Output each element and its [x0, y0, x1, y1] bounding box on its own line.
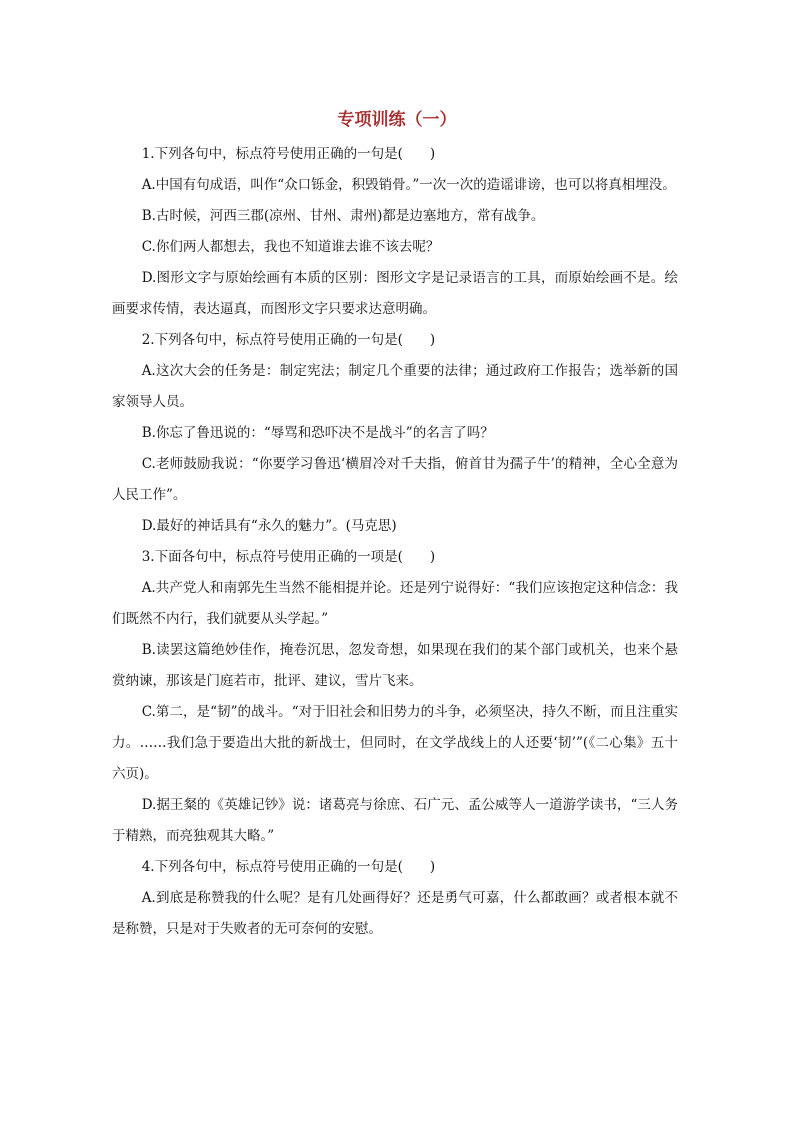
- question-option: D.最好的神话具有“永久的魅力”。(马克思): [141, 518, 397, 534]
- question-option: A.到底是称赞我的什么呢？是有几处画得好？还是勇气可嘉，什么都敢画？或者根本就不是称赞，只是对于失败者的无可奈何的安慰。: [112, 890, 678, 937]
- question-option: B.古时候，河西三郡(凉州、甘州、肃州)都是边塞地方，常有战争。: [141, 208, 545, 224]
- question-option: C.第二，是“韧”的战斗。“对于旧社会和旧势力的斗争，必须坚决，持久不断，而且注重实力。……我们急于要造出大批的新战士，但同时，在文学战线上的人还要‘韧’”(《二心集》五十六页)。: [112, 704, 678, 782]
- question-stem: 1.下列各句中，标点符号使用正确的一句是( ): [141, 146, 436, 162]
- question-option: A.中国有句成语，叫作“众口铄金，积毁销骨。”一次一次的造谣诽谤，也可以将真相埋没。: [141, 177, 676, 193]
- question-stem: 3.下面各句中，标点符号使用正确的一项是( ): [141, 549, 436, 565]
- question-option: C.你们两人都想去，我也不知道谁去谁不该去呢？: [141, 239, 440, 255]
- question-option: D.图形文字与原始绘画有本质的区别：图形文字是记录语言的工具，而原始绘画不是。绘画要求传情，表达逼真，而图形文字只要求达意明确。: [112, 270, 678, 317]
- question-option: D.据王粲的《英雄记钞》说：诸葛亮与徐庶、石广元、孟公威等人一道游学读书，“三人务于精熟，而亮独观其大略。”: [112, 797, 678, 844]
- page-title: 专项训练（一）: [337, 110, 457, 130]
- question-stem: 2.下列各句中，标点符号使用正确的一句是( ): [141, 332, 436, 348]
- question-option: A.共产党人和南郭先生当然不能相提并论。还是列宁说得好：“我们应该抱定这种信念：我们既然不内行，我们就要从头学起。”: [112, 580, 678, 627]
- question-option: B.读罢这篇绝妙佳作，掩卷沉思，忽发奇想，如果现在我们的某个部门或机关，也来个悬赏纳谏，那该是门庭若市，批评、建议，雪片飞来。: [112, 642, 678, 689]
- question-option: C.老师鼓励我说：“你要学习鲁迅‘横眉冷对千夫指，俯首甘为孺子牛’的精神，全心全意为人民工作”。: [112, 456, 678, 503]
- question-stem: 4.下列各句中，标点符号使用正确的一句是( ): [141, 859, 436, 875]
- question-option: B.你忘了鲁迅说的：“辱骂和恐吓决不是战斗”的名言了吗？: [141, 425, 494, 441]
- question-option: A.这次大会的任务是：制定宪法；制定几个重要的法律；通过政府工作报告；选举新的国家领导人员。: [112, 363, 678, 410]
- question-list: [112, 139, 678, 945]
